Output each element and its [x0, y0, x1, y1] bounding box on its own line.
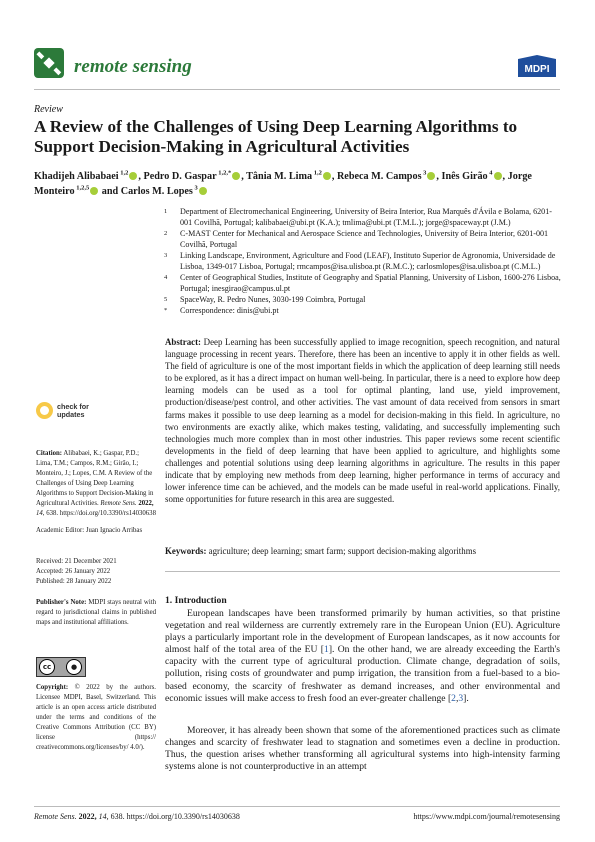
citation — [36, 449, 156, 519]
affiliation-marker: 4 — [164, 274, 168, 281]
published-date: Published: 28 January 2022 — [36, 578, 112, 585]
check-updates-icon — [36, 402, 53, 419]
citation-year: 2022, — [138, 500, 154, 507]
section-heading-introduction: 1. Introduction — [165, 595, 227, 606]
affiliation-item — [164, 250, 564, 272]
author-separator: , — [502, 171, 508, 182]
cc-by-license-icon[interactable]: cc ● — [36, 657, 86, 677]
citation-text: Alibabaei, K.; Gaspar, P.D.; Lima, T.M.; Campos, R.M.; Girão, I.; Monteiro, J.; Lopes, C.M. A Review of the Challenges of Using Deep Learning Algorithms to Support Decision-Making in Agricultural Activities. — [36, 450, 154, 507]
abstract — [165, 336, 560, 505]
attribution-icon: ● — [66, 659, 82, 675]
intro-text-segment: European landscapes have been transformed primarily by human activities, so that pristine vegetation and real wilderness are currently extremely rare in the European Union (EU). Agriculture plays a particularly important role in the development of European landscapes, as it now accounts for almost half of the total area of the EU [ — [165, 608, 560, 656]
abstract-text: Deep Learning has been successfully applied to image recognition, speech recognition, and natural language processing in recent years. Therefore, there has been an incentive to apply it in other fields as well. The field of agriculture is one of the most important fields in which the application of deep learning still needs to be explored, as it has a direct impact on human well-being. In particular, there is a need to explore how deep learning models can be used as a tool for optimal planting, land use, yield improvement, production/disease/pest control, and other activities. The vast amount of data received from sensors in smart farms makes it possible to use deep learning as a model for decision-making in this field. In agriculture, no two environments are exactly alike, which makes testing, validating, and successfully implementing such technologies much more complex than in most other industries. This paper reviews some recent scientific developments in the field of deep learning that have been applied to agriculture, and highlights some challenges and potential solutions using deep learning algorithms in agriculture. The results in this paper indicate that by employing new methods from deep learning, higher performance in terms of accuracy and lower inference time can be achieved, and the models can be made useful in real-world applications. Finally, some opportunities for future research in this area are suggested. — [165, 337, 560, 505]
intro-paragraph-1 — [165, 608, 560, 705]
author-name[interactable]: Inês Girão — [441, 171, 488, 182]
author-name[interactable]: Tânia M. Lima — [246, 171, 313, 182]
accepted-date: Accepted: 26 January 2022 — [36, 568, 111, 575]
orcid-icon[interactable] — [232, 172, 240, 180]
author-name[interactable]: Khadijeh Alibabaei — [34, 171, 119, 182]
orcid-icon[interactable] — [494, 172, 502, 180]
article-title: A Review of the Challenges of Using Deep Learning Algorithms to Support Decision-Making in Agricultural Activities — [34, 117, 518, 156]
affiliation-marker: 5 — [164, 296, 168, 303]
citation-label: Citation: — [36, 450, 63, 457]
intro-paragraph-2: Moreover, it has already been shown that some of the aforementioned practices such as climate changes and scarcity of freshwater lead to stagnation and sometimes even a decline in production. Thus, the question arises whether transforming all agricultural systems into high-intensity farming systems alone is not counterproductive in an attempt — [165, 725, 560, 773]
keywords-text: agriculture; deep learning; smart farm; support decision-making algorithms — [208, 546, 477, 556]
academic-editor: Academic Editor: Juan Ignacio Arribas — [36, 527, 143, 534]
author-affiliation-marker: 3 — [421, 169, 427, 177]
affiliation-text: Linking Landscape, Environment, Agriculture and Food (LEAF), Instituto Superior de Agronomia, Universidade de Lisboa, 1349-017 Lisboa, Portugal; rmcampos@isa.ulisboa.pt (R.M.C.); carlosmlopes@isa.ulisboa.pt (C.M.L.) — [180, 251, 556, 271]
publication-dates — [36, 557, 156, 587]
reference-link[interactable]: 3 — [458, 692, 464, 704]
reference-link[interactable]: 1 — [324, 644, 329, 656]
intro-text-segment: , — [455, 692, 459, 704]
received-date: Received: 21 December 2021 — [36, 558, 117, 565]
author-affiliation-marker: 3 — [192, 184, 198, 192]
keywords-label: Keywords: — [165, 546, 207, 556]
affiliation-marker: 2 — [164, 230, 168, 237]
orcid-icon[interactable] — [427, 172, 435, 180]
affiliation-text: SpaceWay, R. Pedro Nunes, 3030-199 Coimbra, Portugal — [180, 295, 366, 304]
affiliation-item — [164, 305, 564, 316]
orcid-icon[interactable] — [199, 187, 207, 195]
author-separator: and — [99, 186, 121, 197]
affiliation-item — [164, 228, 564, 250]
author-name[interactable]: Rebeca M. Campos — [336, 171, 422, 182]
affiliation-item — [164, 294, 564, 305]
article-type: Review — [34, 104, 63, 115]
publisher-logo-icon[interactable] — [516, 55, 558, 77]
footer-citation: Remote Sens. 2022, 14, 638. https://doi.org/10.3390/rs14030638 — [34, 812, 240, 821]
affiliation-text: C-MAST Center for Mechanical and Aerospace Science and Technologies, University of Beira Interior, 6201-001 Covilhã, Portugal — [180, 229, 549, 249]
abstract-label: Abstract: — [165, 337, 201, 347]
author-affiliation-marker: 1,2,5 — [74, 184, 90, 192]
journal-logo-icon — [34, 48, 64, 78]
author-affiliation-marker: 1,2 — [118, 169, 129, 177]
svg-text:MDPI: MDPI — [524, 64, 550, 75]
author-list — [34, 169, 562, 199]
author-affiliation-marker: 1,2,* — [216, 169, 232, 177]
author-separator: , — [436, 171, 442, 182]
citation-volume: 14, — [36, 510, 45, 517]
publisher-note: Publisher's Note: MDPI stays neutral with regard to jurisdictional claims in published maps and institutional affiliations. — [36, 599, 156, 626]
header-divider — [34, 89, 560, 90]
citation-journal: Remote Sens. — [100, 500, 137, 507]
affiliation-marker: 1 — [164, 208, 168, 215]
footer-divider — [34, 806, 560, 807]
affiliation-text: Center of Geographical Studies, Institute of Geography and Spatial Planning, University of Lisbon, 1600-276 Lisboa, Portugal; inesgirao@campus.ul.pt — [180, 273, 561, 293]
author-separator: , — [138, 171, 144, 182]
keywords — [165, 545, 560, 557]
affiliation-item — [164, 272, 564, 294]
affiliation-item — [164, 206, 564, 228]
journal-url[interactable]: https://www.mdpi.com/journal/remotesensing — [413, 812, 560, 821]
citation-doi[interactable]: 638. https://doi.org/10.3390/rs14030638 — [46, 510, 156, 517]
author-name[interactable]: Jorge Monteiro — [34, 171, 532, 197]
keywords-divider — [165, 571, 560, 572]
intro-text-segment: ]. On the other hand, we are already exceeding the Earth's capacity with the current type of agricultural production. Climate change, degradation of soils, pollution, rising costs of groundwater and pump irrigation, the transition from a fuel-based to a bio-based economy, the scarcity of freshwater as demand increases, and other environmental and economic issues will make access to fresh food an ever-greater challenge [ — [165, 644, 560, 704]
affiliation-marker: 3 — [164, 252, 168, 259]
affiliation-list — [164, 206, 564, 316]
affiliation-text: Correspondence: dinis@ubi.pt — [180, 306, 279, 315]
author-affiliation-marker: 4 — [487, 169, 493, 177]
orcid-icon[interactable] — [90, 187, 98, 195]
journal-name: remote sensing — [74, 56, 192, 77]
intro-text-segment: ]. — [463, 692, 469, 704]
reference-link[interactable]: 2 — [451, 692, 456, 704]
author-name[interactable]: Pedro D. Gaspar — [143, 171, 217, 182]
orcid-icon[interactable] — [129, 172, 137, 180]
affiliation-marker: * — [164, 307, 168, 314]
author-separator: , — [241, 171, 247, 182]
author-name[interactable]: Carlos M. Lopes — [120, 186, 193, 197]
author-separator: , — [331, 171, 337, 182]
check-for-updates-button[interactable] — [36, 402, 126, 422]
author-affiliation-marker: 1,2 — [312, 169, 322, 177]
affiliation-text: Department of Electromechanical Engineering, University of Beira Interior, Rua Marquês d'Ávila e Bolama, 6201-001 Covilhã, Portugal; kalibabaei@ubi.pt (K.A.); tmlima@ubi.pt (T.M.L.); jorge@spaceway.pt (J.M.) — [180, 207, 552, 227]
check-updates-label: check for updates — [57, 402, 89, 419]
copyright-notice: Copyright: © 2022 by the authors. Licensee MDPI, Basel, Switzerland. This article is an open access article distributed under the terms and conditions of the Creative Commons Attribution (CC BY) license (https:// creativecommons.org/licenses/by/ 4.0/). — [36, 684, 156, 751]
orcid-icon[interactable] — [323, 172, 331, 180]
